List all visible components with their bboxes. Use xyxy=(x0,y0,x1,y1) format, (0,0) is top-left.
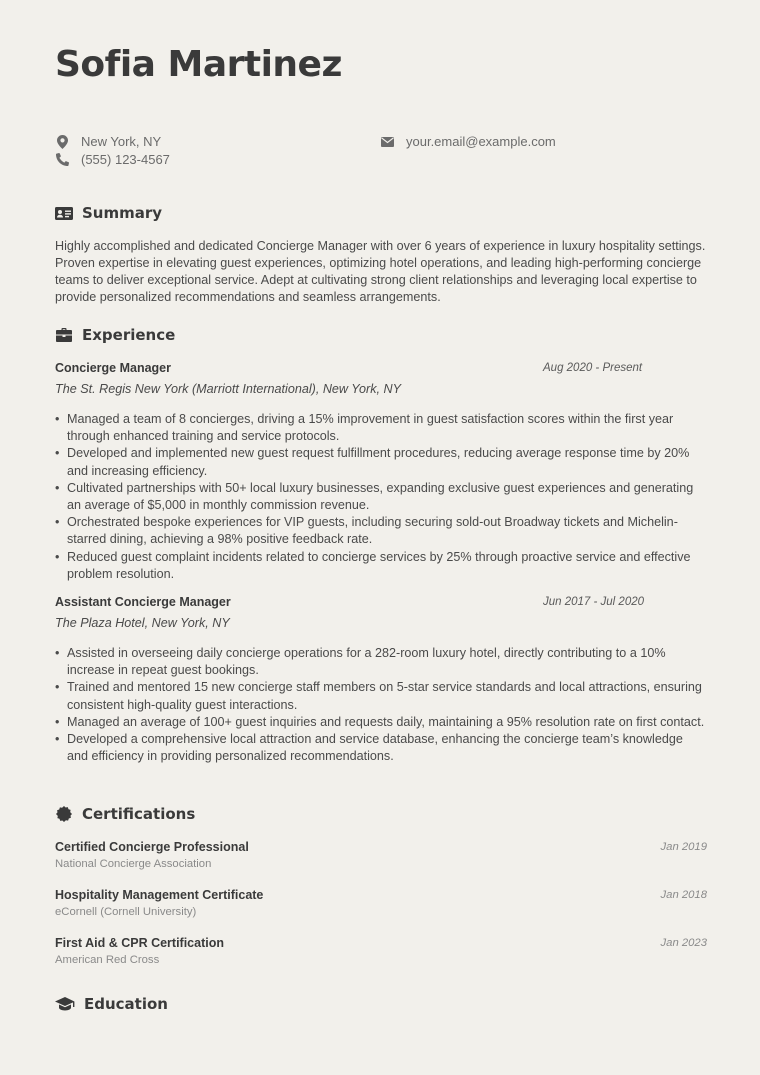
contact-email[interactable] xyxy=(380,134,556,149)
job-date: Jun 2017 - Jul 2020 xyxy=(543,596,645,608)
certification-issuer: eCornell (Cornell University) xyxy=(55,906,197,918)
job-bullet: • Managed a team of 8 concierges, driving a 15% improvement in guest satisfaction scores within the first year through enhanced training and service protocols. xyxy=(55,411,707,445)
certification-date: Jan 2019 xyxy=(660,841,707,853)
certification-date: Jan 2023 xyxy=(660,937,707,949)
certification-date: Jan 2018 xyxy=(660,889,707,901)
summary-text: Highly accomplished and dedicated Concierge Manager with over 6 years of experience in luxury hospitality settings. Proven expertise in elevating guest experiences, optimizing hotel operations, and leading high-performing concierge teams to deliver exceptional service. Adept at cultivating strong client relationships and leveraging local expertise to provide personalized recommendations and seamless arrangements. xyxy=(55,239,706,304)
certification-item xyxy=(55,887,707,921)
job-title: Concierge Manager xyxy=(55,361,172,375)
badge-icon xyxy=(55,806,73,822)
summary-heading xyxy=(55,204,162,222)
briefcase-icon xyxy=(55,327,73,343)
job-bullet: • Assisted in overseeing daily concierge operations for a 282-room luxury hotel, directly contributing to a 10% increase in repeat guest bookings. xyxy=(55,645,707,679)
job-bullet: • Orchestrated bespoke experiences for VIP guests, including securing sold-out Broadway tickets and Michelin-starred dining, achieving a 98% positive feedback rate. xyxy=(55,514,707,548)
contact-info xyxy=(55,134,707,174)
job-bullet: • Trained and mentored 15 new concierge staff members on 5-star service standards and local attractions, ensuring consistent high-quality guest interactions. xyxy=(55,679,707,713)
job-company: The Plaza Hotel, New York, NY xyxy=(55,616,230,630)
job-bullets xyxy=(55,411,707,583)
certification-title: Certified Concierge Professional xyxy=(55,840,249,854)
job-title: Assistant Concierge Manager xyxy=(55,595,231,609)
experience-heading-text: Experience xyxy=(82,326,176,344)
location-text: New York, NY xyxy=(81,134,162,149)
certifications-heading xyxy=(55,805,195,823)
job-entry xyxy=(55,593,707,765)
contact-phone xyxy=(55,152,170,167)
job-bullet: • Developed a comprehensive local attraction and service database, enhancing the concierge team’s knowledge and efficiency in providing personalized recommendations. xyxy=(55,731,707,765)
certification-item xyxy=(55,935,707,969)
certification-title: Hospitality Management Certificate xyxy=(55,888,264,902)
job-bullet: • Reduced guest complaint incidents related to concierge services by 25% through proactive service and effective problem resolution. xyxy=(55,549,707,583)
resume-name: Sofia Martinez xyxy=(55,44,342,85)
envelope-icon xyxy=(380,135,394,149)
job-date: Aug 2020 - Present xyxy=(543,362,643,374)
id-card-icon xyxy=(55,205,73,221)
job-bullet: • Managed an average of 100+ guest inquiries and requests daily, maintaining a 95% resolution rate on first contact. xyxy=(55,714,707,731)
email-link[interactable]: your.email@example.com xyxy=(406,134,556,149)
job-bullet: • Developed and implemented new guest request fulfillment procedures, reducing average response time by 20% and increasing efficiency. xyxy=(55,445,707,479)
certification-title: First Aid & CPR Certification xyxy=(55,936,224,950)
job-bullets xyxy=(55,645,707,765)
contact-location xyxy=(55,134,161,149)
graduation-cap-icon xyxy=(55,996,75,1012)
certification-item xyxy=(55,839,707,873)
certification-issuer: National Concierge Association xyxy=(55,858,212,870)
summary-heading-text: Summary xyxy=(82,204,163,222)
education-heading xyxy=(55,995,168,1013)
education-heading-text: Education xyxy=(84,995,168,1013)
certification-issuer: American Red Cross xyxy=(55,954,160,966)
job-company: The St. Regis New York (Marriott International), New York, NY xyxy=(55,382,401,396)
map-pin-icon xyxy=(55,135,69,149)
experience-heading xyxy=(55,326,175,344)
certifications-heading-text: Certifications xyxy=(82,805,196,823)
job-bullet: • Cultivated partnerships with 50+ local luxury businesses, expanding exclusive guest experiences and generating an average of $5,000 in monthly commission revenue. xyxy=(55,480,707,514)
phone-text: (555) 123-4567 xyxy=(81,152,170,167)
job-entry xyxy=(55,359,707,583)
phone-icon xyxy=(55,153,69,167)
